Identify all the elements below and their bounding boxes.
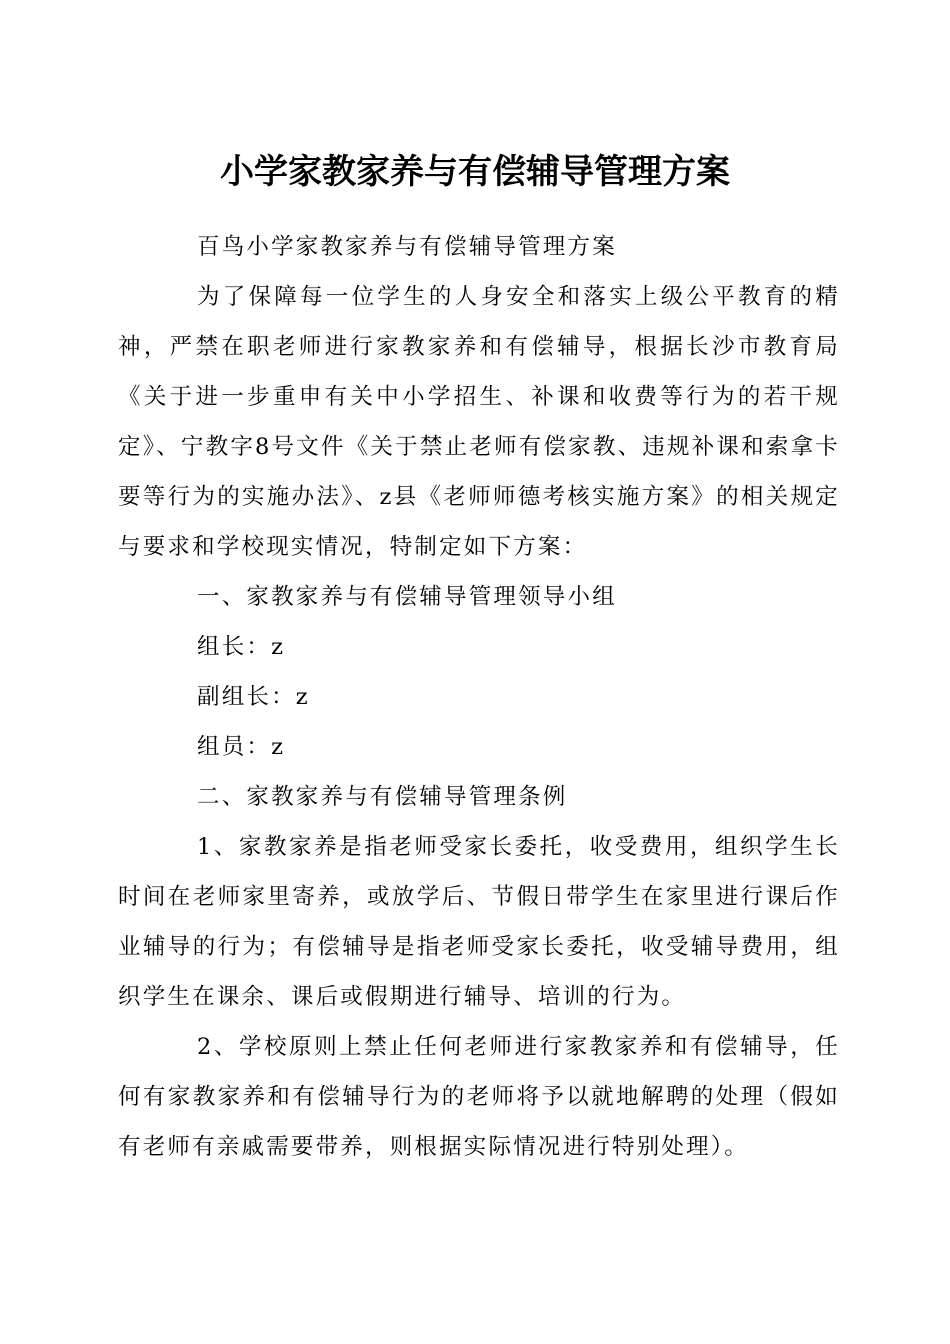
paragraph-intro: 为了保障每一位学生的人身安全和落实上级公平教育的精神，严禁在职老师进行家教家养和有偿辅导，根据长沙市教育局《关于进一步重申有关中小学招生、补课和收费等行为的若干规定》、宁教字8号文件《关于禁止老师有偿家教、违规补课和索拿卡要等行为的实施办法》、z县《老师师德考核实施方案》的相关规定与要求和学校现实情况，特制定如下方案： <box>118 284 840 560</box>
paragraph-rule-2: 2、学校原则上禁止任何老师进行家教家养和有偿辅导，任何有家教家养和有偿辅导行为的老师将予以就地解聘的处理（假如有老师有亲戚需要带养，则根据实际情况进行特别处理）。 <box>118 1034 840 1160</box>
section-heading-regulations: 二、家教家养与有偿辅导管理条例 <box>197 784 568 810</box>
paragraph-school-title: 百鸟小学家教家养与有偿辅导管理方案 <box>197 234 617 260</box>
paragraph-leader: 组长：z <box>197 634 286 660</box>
section-heading-leadership: 一、家教家养与有偿辅导管理领导小组 <box>197 584 617 610</box>
paragraph-rule-1: 1、家教家养是指老师受家长委托，收受费用，组织学生长时间在老师家里寄养，或放学后、节假日带学生在家里进行课后作业辅导的行为；有偿辅导是指老师受家长委托，收受辅导费用，组织学生在课余、课后或假期进行辅导、培训的行为。 <box>118 834 840 1010</box>
document-body <box>118 222 840 1172</box>
paragraph-members: 组员：z <box>197 734 286 760</box>
document-title: 小学家教家养与有偿辅导管理方案 <box>220 152 730 192</box>
paragraph-deputy-leader: 副组长：z <box>197 684 310 710</box>
